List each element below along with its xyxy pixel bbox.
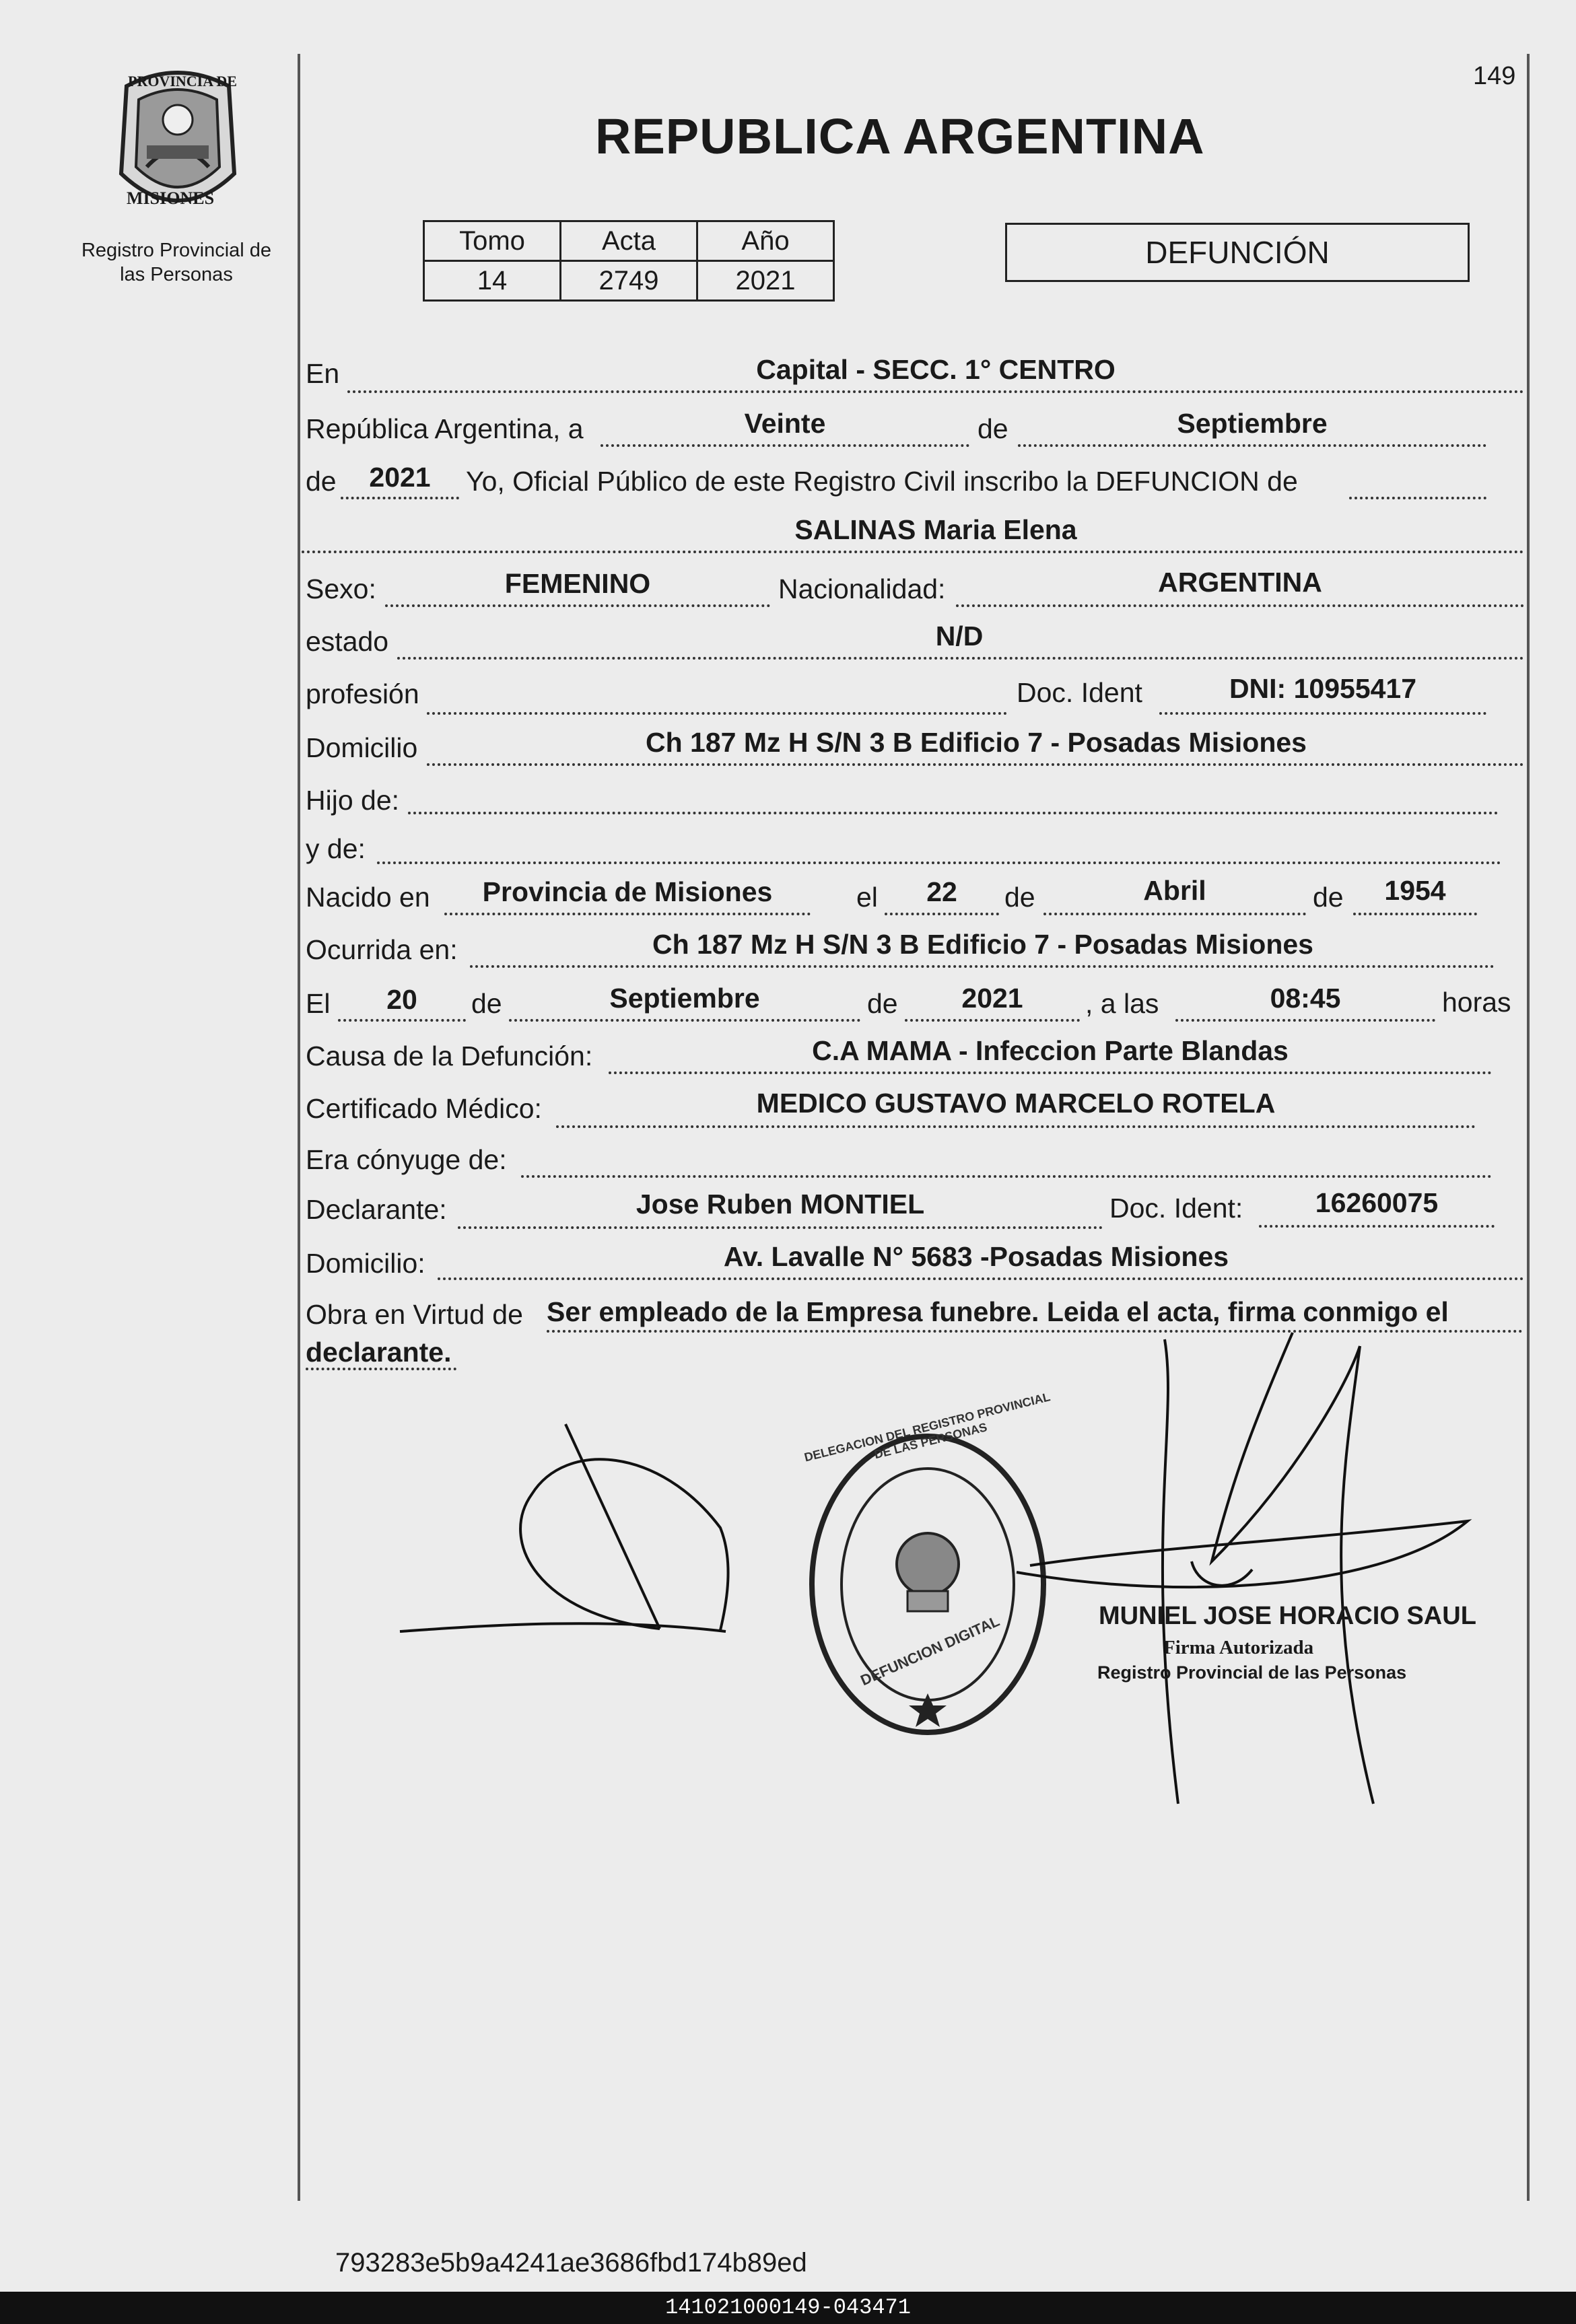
def-dia-value: 20	[386, 984, 417, 1015]
de-label-5: de	[471, 988, 502, 1019]
declarant-signature	[397, 1413, 747, 1642]
obra-value-line2: declarante.	[306, 1337, 452, 1368]
page-title: REPUBLICA ARGENTINA	[595, 108, 1205, 164]
a-las-label: , a las	[1085, 988, 1159, 1019]
inscribo-line-end	[1349, 497, 1486, 499]
en-label: En	[306, 358, 340, 389]
causa-value: C.A MAMA - Infeccion Parte Blandas	[812, 1035, 1289, 1066]
acta-header: Acta	[561, 221, 697, 261]
document-hash: 793283e5b9a4241ae3686fbd174b89ed	[335, 2248, 807, 2278]
lugar-value: Capital - SECC. 1° CENTRO	[756, 354, 1116, 385]
left-margin-line	[298, 54, 300, 2201]
republica-label: República Argentina, a	[306, 413, 584, 444]
sexo-label: Sexo:	[306, 573, 376, 604]
nac-mes-value: Abril	[1143, 875, 1206, 906]
mes-value: Septiembre	[1177, 408, 1328, 439]
anio-header: Año	[697, 221, 834, 261]
stamp-inner-text: DEFUNCION DIGITAL	[858, 1612, 1002, 1689]
dia-value: Veinte	[744, 408, 826, 439]
doc-ident-label-2: Doc. Ident:	[1109, 1193, 1243, 1224]
right-margin-line	[1527, 54, 1530, 2201]
conyuge-label: Era cónyuge de:	[306, 1144, 507, 1175]
anio-line	[341, 497, 459, 499]
def-dia-line	[338, 1019, 466, 1022]
causa-line	[609, 1071, 1492, 1074]
anio-value: 2021	[697, 261, 834, 301]
def-hora-value: 08:45	[1270, 983, 1341, 1014]
declarante-doc-value: 16260075	[1315, 1187, 1439, 1218]
estado-value: N/D	[935, 621, 984, 652]
domicilio-value: Ch 187 Mz H S/N 3 B Edificio 7 - Posadas Misiones	[646, 727, 1307, 758]
name-line	[302, 551, 1524, 553]
certificado-label: Certificado Médico:	[306, 1093, 542, 1124]
causa-label: Causa de la Defunción:	[306, 1041, 593, 1071]
nacido-en-line	[444, 913, 811, 915]
anio-value: 2021	[369, 462, 431, 493]
page-number: 149	[1473, 62, 1516, 90]
official-org: Registro Provincial de las Personas	[1097, 1662, 1407, 1683]
domicilio-line	[427, 763, 1524, 766]
el-label-lower: el	[856, 882, 878, 913]
declarante-domicilio-value: Av. Lavalle N° 5683 -Posadas Misiones	[723, 1241, 1229, 1272]
hijo-de-label: Hijo de:	[306, 785, 400, 816]
de-label-6: de	[867, 988, 898, 1019]
estado-line	[397, 657, 1524, 660]
obra-line-2	[306, 1368, 456, 1370]
official-name: MUNIEL JOSE HORACIO SAUL	[1099, 1602, 1476, 1630]
profesion-label: profesión	[306, 678, 419, 709]
certificado-value: MEDICO GUSTAVO MARCELO ROTELA	[756, 1088, 1276, 1119]
def-anio-value: 2021	[961, 983, 1023, 1014]
ocurrida-en-label: Ocurrida en:	[306, 934, 458, 965]
certificado-line	[556, 1125, 1476, 1128]
declarante-value: Jose Ruben MONTIEL	[636, 1189, 925, 1220]
tomo-value: 14	[424, 261, 561, 301]
stamp-ring-text: DELEGACION DEL REGISTRO PROVINCIAL DE LAS PERSONAS	[802, 1390, 1052, 1465]
de-label-1: de	[978, 413, 1008, 444]
y-de-label: y de:	[306, 833, 366, 864]
nac-dia-value: 22	[926, 876, 957, 907]
doc-line	[1159, 712, 1486, 715]
barcode-footer: 141021000149-043471	[0, 2292, 1576, 2324]
deceased-name: SALINAS Maria Elena	[794, 514, 1077, 545]
def-anio-line	[905, 1019, 1080, 1022]
nac-mes-line	[1043, 913, 1306, 915]
mes-line	[1018, 444, 1486, 447]
official-role: Firma Autorizada	[1163, 1637, 1314, 1658]
official-signature	[1010, 1319, 1481, 1817]
de-label-2: de	[306, 466, 337, 497]
acta-value: 2749	[561, 261, 697, 301]
def-mes-line	[509, 1019, 860, 1022]
seal-bottom-label: MISIONES	[127, 188, 215, 208]
nacionalidad-value: ARGENTINA	[1158, 567, 1322, 598]
book-reference-table	[423, 220, 835, 302]
declarante-line	[458, 1226, 1103, 1229]
lugar-line	[347, 390, 1524, 393]
domicilio-label-2: Domicilio:	[306, 1248, 425, 1279]
de-label-3: de	[1004, 882, 1035, 913]
obra-value-line1: Ser empleado de la Empresa funebre. Leida el acta, firma conmigo el	[547, 1296, 1449, 1327]
nacido-en-label: Nacido en	[306, 882, 430, 913]
seal-top-label: PROVINCIA DE	[128, 73, 237, 90]
declarante-doc-line	[1259, 1225, 1495, 1228]
tomo-header: Tomo	[424, 221, 561, 261]
y-de-line	[377, 861, 1501, 864]
sexo-line	[385, 604, 770, 607]
def-mes-value: Septiembre	[609, 983, 760, 1014]
declarante-label: Declarante:	[306, 1194, 447, 1225]
declarante-domicilio-line	[438, 1277, 1524, 1280]
ocurrida-en-value: Ch 187 Mz H S/N 3 B Edificio 7 - Posadas Misiones	[652, 929, 1313, 960]
doc-ident-label: Doc. Ident	[1017, 677, 1142, 708]
obra-label: Obra en Virtud de	[306, 1299, 523, 1330]
nac-dia-line	[885, 913, 999, 915]
horas-label: horas	[1442, 987, 1511, 1018]
registry-name-line1: Registro Provincial de	[81, 240, 272, 261]
de-label-4: de	[1313, 882, 1344, 913]
registry-name-line2: las Personas	[120, 264, 233, 285]
conyuge-line	[521, 1175, 1492, 1178]
nac-anio-value: 1954	[1384, 875, 1446, 906]
sexo-value: FEMENINO	[504, 568, 651, 599]
nacionalidad-line	[956, 604, 1524, 607]
estado-label: estado	[306, 626, 389, 657]
hijo-de-line	[408, 812, 1499, 814]
nacionalidad-label: Nacionalidad:	[778, 573, 946, 604]
nacido-en-value: Provincia de Misiones	[482, 876, 773, 907]
profesion-line	[427, 712, 1007, 715]
def-hora-line	[1175, 1019, 1435, 1022]
el-label: El	[306, 988, 331, 1019]
doc-value: DNI: 10955417	[1229, 673, 1417, 704]
dia-line	[601, 444, 969, 447]
nac-anio-line	[1353, 913, 1477, 915]
ocurrida-en-line	[470, 965, 1495, 968]
inscribo-statement: Yo, Oficial Público de este Registro Civil inscribo la DEFUNCION de	[466, 466, 1298, 497]
record-type-box: DEFUNCIÓN	[1005, 223, 1470, 282]
domicilio-label: Domicilio	[306, 732, 418, 763]
